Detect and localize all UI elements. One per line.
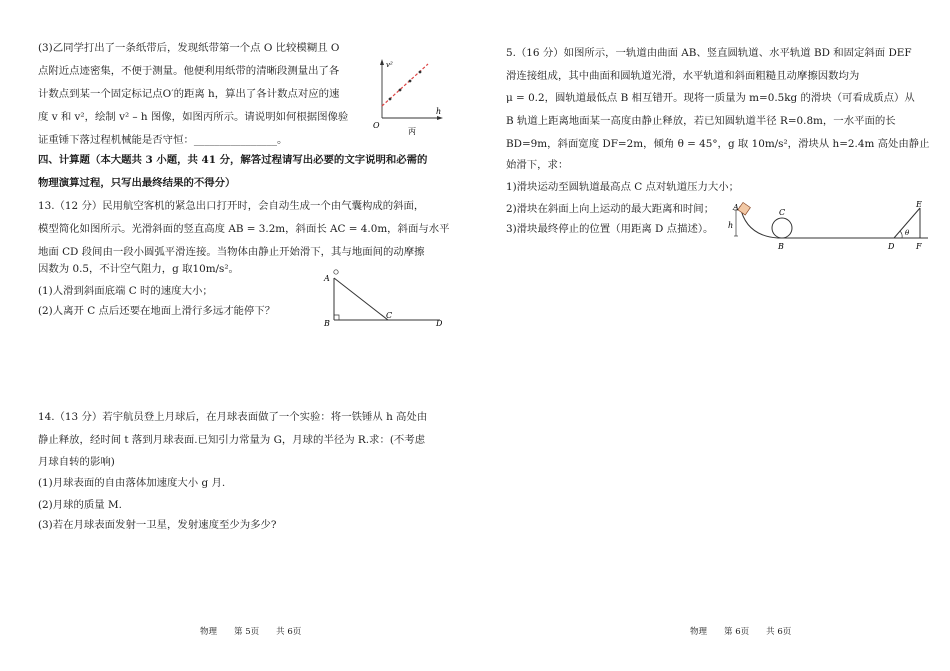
fig5-label-d: D <box>888 242 895 251</box>
q13-line-1: 13.（12 分）民用航空客机的紧急出口打开时，会自动生成一个由气囊构成的斜面， <box>38 200 425 212</box>
fig5-label-e: E <box>916 200 922 209</box>
figure-bing-v2-h-graph <box>368 56 450 138</box>
q5-line-2: 滑连接组成，其中曲面和圆轨道光滑，水平轨道和斜面粗糙且动摩擦因数均为 <box>506 70 860 82</box>
q14-line-1: 14.（13 分）若宇航员登上月球后，在月球表面做了一个实验：将一铁锤从 h 高处由 <box>38 411 428 423</box>
q5-line-6: 始滑下，求： <box>506 159 569 171</box>
q14-part3: (3)若在月球表面发射一卫星，发射速度至少为多少? <box>38 519 277 531</box>
slider-block <box>738 202 751 215</box>
figure-q5-track <box>726 198 936 254</box>
q12-part3-line-3: 计数点到某一个固定标记点O′的距离 h，算出了各计数点对应的速 <box>38 88 340 100</box>
fig5-label-h: h <box>728 221 734 230</box>
q14-part1: (1)月球表面的自由落体加速度大小 g 月. <box>38 477 226 489</box>
q13-line-4: 因数为 0.5，不计空气阻力，g 取10m/s²。 <box>38 263 239 275</box>
q13-line-2: 模型简化如图所示。光滑斜面的竖直高度 AB = 3.2m，斜面长 AC = 4.0m，斜面与水平 <box>38 223 450 235</box>
q5-part3: 3)滑块最终停止的位置（用距离 D 点描述）。 <box>506 223 714 235</box>
fig13-label-d: D <box>436 319 443 328</box>
q12-part3-line-2: 点附近点迹密集，不便于测量。他便利用纸带的清晰段测量出了各 <box>38 65 340 77</box>
q5-line-5: BD=9m，斜面宽度 DF=2m，倾角 θ = 45°，g 取 10m/s²，滑块从 h=2.4m 高处由静止 <box>506 138 930 150</box>
fig5-label-f: F <box>916 242 922 251</box>
circular-loop <box>772 218 792 238</box>
right-page-footer: 物理 第 6页 共 6页 <box>690 627 792 637</box>
q5-part2: 2)滑块在斜面上向上运动的最大距离和时间； <box>506 203 715 215</box>
section-heading-line-2: 物理演算过程，只写出最终结果的不得分） <box>38 177 236 189</box>
q13-part2: (2)人离开 C 点后还要在地面上滑行多远才能停下？ <box>38 305 276 317</box>
q5-part1: 1)滑块运动至圆轨道最高点 C 点对轨道压力大小； <box>506 181 740 193</box>
q14-line-3: 月球自转的影响) <box>38 456 115 468</box>
q5-line-3: μ = 0.2，圆轨道最低点 B 相互错开。现将一质量为 m=0.5kg 的滑块（可看成质点）从 <box>506 92 915 104</box>
graph-x-label: h <box>436 107 442 116</box>
fig5-label-c: C <box>779 208 786 217</box>
figure-q13-slide <box>320 268 450 330</box>
q12-part3-line-1: (3)乙同学打出了一条纸带后，发现纸带第一个点 O 比较模糊且 O <box>38 42 340 54</box>
q12-part3-line-5: 证重锤下落过程机械能是否守恒：________________。 <box>38 134 288 146</box>
graph-caption: 丙 <box>408 127 416 136</box>
person-icon <box>334 270 338 274</box>
fig5-label-a: A <box>733 203 739 212</box>
section-heading-line-1: 四、计算题（本大题共 3 小题，共 41 分，解答过程请写出必要的文字说明和必需的 <box>38 154 428 166</box>
fig5-label-b: B <box>778 242 784 251</box>
graph-y-label: v² <box>386 61 393 69</box>
q13-part1: (1)人滑到斜面底端 C 时的速度大小； <box>38 285 213 297</box>
fig13-label-b: B <box>324 319 330 328</box>
q12-part3-line-4: 度 v 和 v²，绘制 v² – h 图像，如图丙所示。请说明如何根据图像验 <box>38 111 349 123</box>
q5-line-4: B 轨道上距离地面某一高度由静止释放，若已知圆轨道半径 R=0.8m，一水平面的长 <box>506 115 896 127</box>
q14-line-2: 静止释放，经时间 t 落到月球表面.已知引力常量为 G，月球的半径为 R.求：(不考虑 <box>38 434 426 446</box>
fig13-label-a: A <box>324 274 330 283</box>
fig5-label-theta: θ <box>905 229 910 237</box>
left-page-footer: 物理 第 5页 共 6页 <box>200 627 302 637</box>
graph-origin-label: O <box>373 121 380 130</box>
q13-line-3: 地面 CD 段间由一段小圆弧平滑连接。当物体由静止开始滑下，其与地面间的动摩擦 <box>38 246 425 258</box>
fig13-label-c: C <box>386 311 393 320</box>
q14-part2: (2)月球的质量 M. <box>38 499 122 511</box>
q5-line-1: 5.（16 分）如图所示，一轨道由曲面 AB、竖直圆轨道、水平轨道 BD 和固定斜面 DEF <box>506 47 912 59</box>
